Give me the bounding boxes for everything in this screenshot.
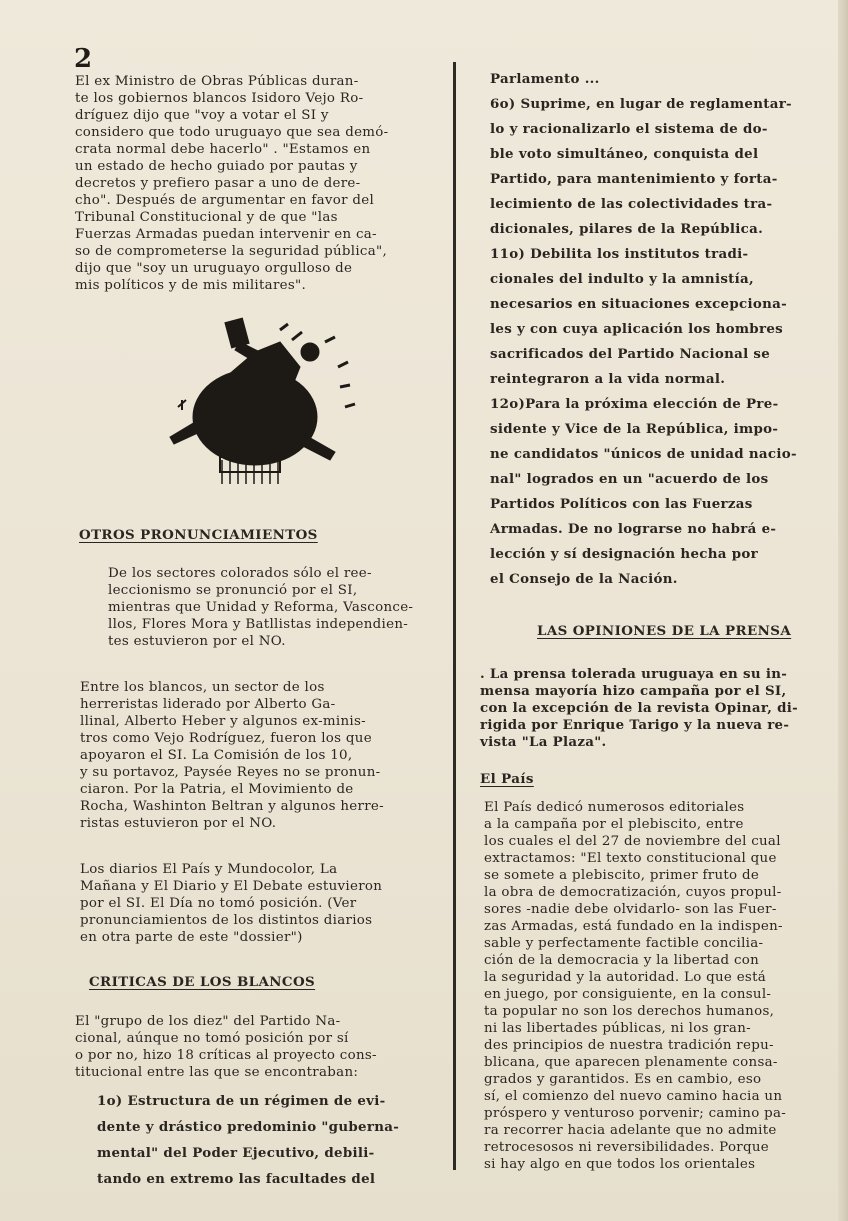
text-line: Rocha, Washinton Beltran y algunos herre- bbox=[80, 799, 384, 814]
text-line: les y con cuya aplicación los hombres bbox=[490, 321, 783, 337]
pais-paragraph bbox=[484, 799, 786, 1173]
text-line: Armadas. De no lograrse no habrá e- bbox=[490, 521, 777, 537]
text-line: en juego, por consiguiente, en la consul- bbox=[484, 987, 772, 1002]
text-line: titucional entre las que se encontraban: bbox=[75, 1065, 359, 1080]
text-line: ni las libertades públicas, ni los gran- bbox=[484, 1021, 751, 1036]
text-line: sable y perfectamente factible concilia- bbox=[484, 936, 764, 951]
text-line: próspero y venturoso porvenir; camino pa- bbox=[484, 1106, 787, 1121]
criticas-paragraph bbox=[75, 1013, 377, 1081]
text-line: ristas estuvieron por el NO. bbox=[80, 816, 277, 831]
text-line: sidente y Vice de la República, impo- bbox=[490, 421, 779, 437]
text-line: decretos y prefiero pasar a uno de dere- bbox=[75, 176, 361, 191]
text-line: Fuerzas Armadas puedan intervenir en ca- bbox=[75, 227, 377, 242]
text-line: un estado de hecho guiado por pautas y bbox=[75, 159, 358, 174]
text-line: Mañana y El Diario y El Debate estuvieron bbox=[80, 879, 383, 894]
text-line: ciaron. Por la Patria, el Movimiento de bbox=[80, 782, 354, 797]
text-line: tando en extremo las facultades del bbox=[97, 1171, 376, 1187]
heading-el-pais: El País bbox=[480, 771, 534, 787]
text-line: necesarios en situaciones excepciona- bbox=[490, 296, 787, 312]
text-line: el Consejo de la Nación. bbox=[490, 571, 678, 587]
text-line: te los gobiernos blancos Isidoro Vejo Ro- bbox=[75, 91, 364, 106]
text-line: ra recorrer hacia adelante que no admite bbox=[484, 1123, 777, 1138]
heading-criticas-blancos: CRITICAS DE LOS BLANCOS bbox=[89, 974, 316, 990]
text-line: retrocesosos ni reversibilidades. Porque bbox=[484, 1140, 770, 1155]
cartoon-illustration bbox=[160, 312, 370, 487]
text-line: leccionismo se pronunció por el SI, bbox=[108, 583, 358, 598]
text-line: des principios de nuestra tradición repu- bbox=[484, 1038, 774, 1053]
heading-opiniones-prensa: LAS OPINIONES DE LA PRENSA bbox=[537, 623, 792, 639]
text-line: tes estuvieron por el NO. bbox=[108, 634, 286, 649]
text-line: El País dedicó numerosos editoriales bbox=[484, 800, 745, 815]
text-line: la obra de democratización, cuyos propul- bbox=[484, 885, 782, 900]
text-line: blicana, que aparecen plenamente consa- bbox=[484, 1055, 778, 1070]
text-line: ble voto simultáneo, conquista del bbox=[490, 146, 759, 162]
text-line: 12o)Para la próxima elección de Pre- bbox=[490, 396, 779, 412]
criticas-continued bbox=[490, 67, 797, 592]
text-line: cionales del indulto y la amnistía, bbox=[490, 271, 754, 287]
text-line: sacrificados del Partido Nacional se bbox=[490, 346, 771, 362]
text-line: Los diarios El País y Mundocolor, La bbox=[80, 862, 338, 877]
text-line: mis políticos y de mis militares". bbox=[75, 278, 307, 293]
text-line: dijo que "soy un uruguayo orgulloso de bbox=[75, 261, 353, 276]
text-line: nal" logrados en un "acuerdo de los bbox=[490, 471, 769, 487]
text-line: 11o) Debilita los institutos tradi- bbox=[490, 246, 749, 262]
text-line: considero que todo uruguayo que sea demó- bbox=[75, 125, 389, 140]
text-line: zas Armadas, está fundado en la indispen- bbox=[484, 919, 783, 934]
text-line: lo y racionalizarlo el sistema de do- bbox=[490, 121, 768, 137]
text-line: Parlamento ... bbox=[490, 71, 600, 87]
text-line: 1o) Estructura de un régimen de evi- bbox=[97, 1093, 386, 1109]
page-number: 2 bbox=[74, 44, 93, 74]
text-line: El "grupo de los diez" del Partido Na- bbox=[75, 1014, 341, 1029]
text-line: herreristas liderado por Alberto Ga- bbox=[80, 697, 336, 712]
text-line: dríguez dijo que "voy a votar el SI y bbox=[75, 108, 329, 123]
text-line: Partido, para mantenimiento y forta- bbox=[490, 171, 778, 187]
text-line: los cuales el del 27 de noviembre del cual bbox=[484, 834, 781, 849]
text-line: pronunciamientos de los distintos diarios bbox=[80, 913, 373, 928]
text-line: cho". Después de argumentar en favor del bbox=[75, 193, 375, 208]
text-line: en otra parte de este "dossier") bbox=[80, 930, 303, 945]
text-line: ne candidatos "únicos de unidad nacio- bbox=[490, 446, 797, 462]
text-line: llinal, Alberto Heber y algunos ex-minis- bbox=[80, 714, 367, 729]
text-line: dente y drástico predominio "guberna- bbox=[97, 1119, 400, 1135]
text-line: grados y garantidos. Es en cambio, eso bbox=[484, 1072, 762, 1087]
text-line: sores -nadie debe olvidarlo- son las Fuer- bbox=[484, 902, 777, 917]
text-line: llos, Flores Mora y Batllistas independien- bbox=[108, 617, 409, 632]
heading-otros-pronunciamientos: OTROS PRONUNCIAMIENTOS bbox=[79, 527, 318, 543]
text-line: mental" del Poder Ejecutivo, debili- bbox=[97, 1145, 375, 1161]
text-line: a la campaña por el plebiscito, entre bbox=[484, 817, 744, 832]
paper-edge bbox=[838, 0, 848, 1221]
text-line: mensa mayoría hizo campaña por el SI, bbox=[480, 683, 787, 699]
text-line: El ex Ministro de Obras Públicas duran- bbox=[75, 74, 359, 89]
text-line: dicionales, pilares de la República. bbox=[490, 221, 764, 237]
text-line: si hay algo en que todos los orientales bbox=[484, 1157, 756, 1172]
text-line: De los sectores colorados sólo el ree- bbox=[108, 566, 372, 581]
prensa-paragraph bbox=[480, 666, 798, 751]
text-line: apoyaron el SI. La Comisión de los 10, bbox=[80, 748, 353, 763]
text-line: mientras que Unidad y Reforma, Vasconce- bbox=[108, 600, 414, 615]
text-line: Entre los blancos, un sector de los bbox=[80, 680, 325, 695]
text-line: la seguridad y la autoridad. Lo que está bbox=[484, 970, 767, 985]
text-line: ta popular no son los derechos humanos, bbox=[484, 1004, 775, 1019]
text-line: tros como Vejo Rodríguez, fueron los que bbox=[80, 731, 372, 746]
text-line: lección y sí designación hecha por bbox=[490, 546, 758, 562]
text-line: o por no, hizo 18 críticas al proyecto cons- bbox=[75, 1048, 377, 1063]
text-line: con la excepción de la revista Opinar, di- bbox=[480, 700, 799, 716]
text-line: reintegraron a la vida normal. bbox=[490, 371, 726, 387]
text-line: y su portavoz, Paysée Reyes no se pronun- bbox=[80, 765, 381, 780]
text-line: se somete a plebiscito, primer fruto de bbox=[484, 868, 760, 883]
intro-paragraph bbox=[75, 73, 388, 294]
text-line: sí, el comienzo del nuevo camino hacia un bbox=[484, 1089, 783, 1104]
text-line: por el SI. El Día no tomó posición. (Ver bbox=[80, 896, 357, 911]
otros-paragraph bbox=[108, 565, 413, 650]
text-line: Partidos Políticos con las Fuerzas bbox=[490, 496, 753, 512]
diarios-paragraph bbox=[80, 861, 382, 946]
text-line: crata normal debe hacerlo" . "Estamos en bbox=[75, 142, 371, 157]
text-line: rigida por Enrique Tarigo y la nueva re- bbox=[480, 717, 790, 733]
text-line: Tribunal Constitucional y de que "las bbox=[75, 210, 338, 225]
critica-1-paragraph bbox=[97, 1088, 399, 1192]
text-line: extractamos: "El texto constitucional que bbox=[484, 851, 777, 866]
text-line: lecimiento de las colectividades tra- bbox=[490, 196, 773, 212]
text-line: cional, aúnque no tomó posición por sí bbox=[75, 1031, 349, 1046]
column-divider bbox=[453, 62, 456, 1170]
text-line: so de comprometerse la seguridad pública", bbox=[75, 244, 388, 259]
text-line: 6o) Suprime, en lugar de reglamentar- bbox=[490, 96, 792, 112]
text-line: . La prensa tolerada uruguaya en su in- bbox=[480, 666, 788, 682]
text-line: ción de la democracia y la libertad con bbox=[484, 953, 760, 968]
blancos-paragraph bbox=[80, 679, 384, 832]
text-line: vista "La Plaza". bbox=[480, 734, 607, 750]
